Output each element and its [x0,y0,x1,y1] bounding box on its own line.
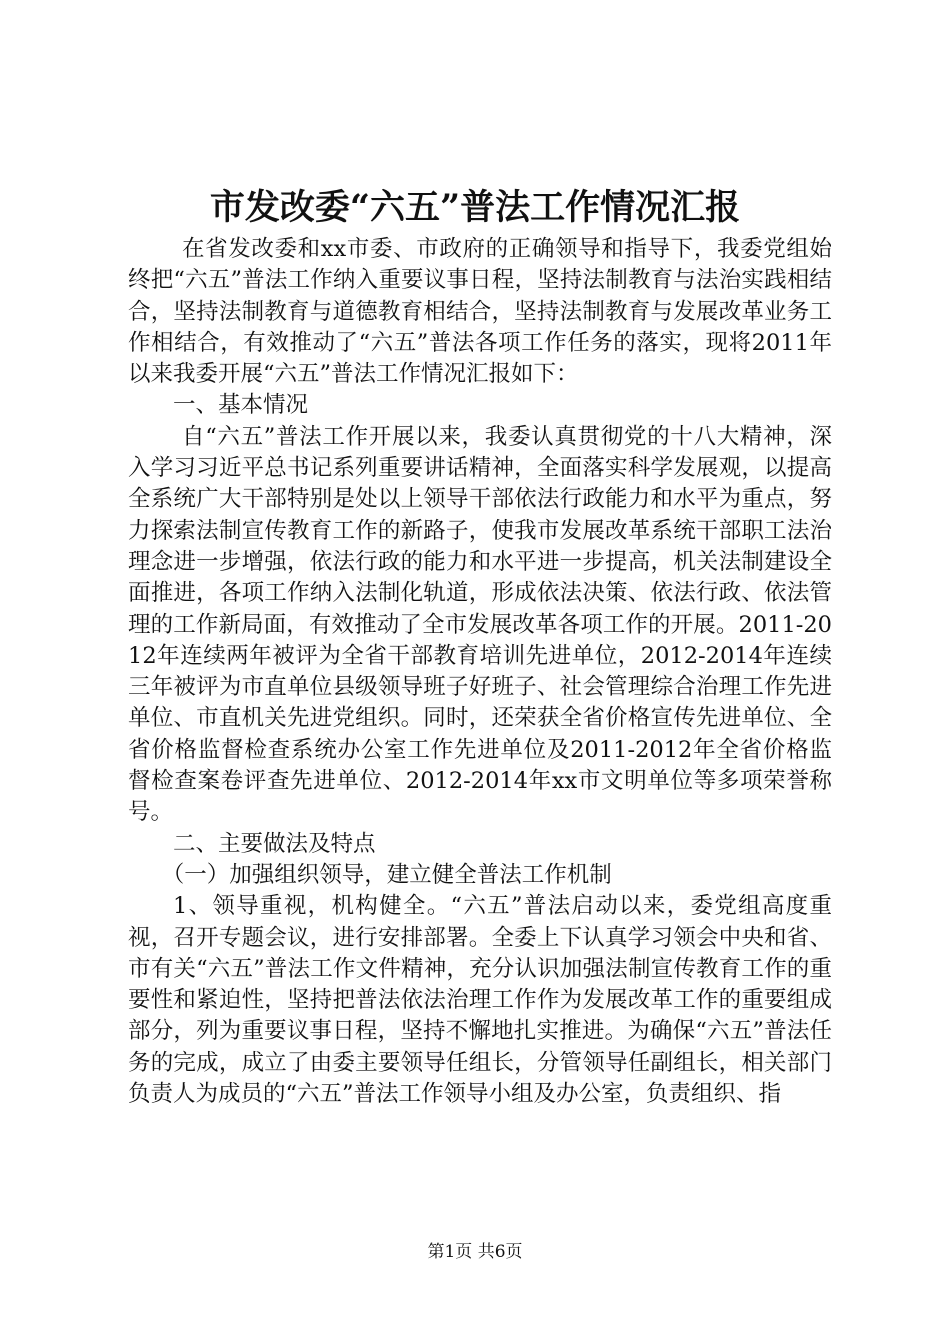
page-number-footer: 第1页 共6页 [427,1242,523,1262]
section-heading-basic-situation: 一、基本情况 [173,392,309,419]
document-title: 市发改委“六五”普法工作情况汇报 [209,187,741,228]
leadership-paragraph: 1、领导重视，机构健全。“六五”普法启动以来，委党组高度重视，召开专题会议，进行安排部署。全委上下认真学习领会中央和省、市有关“六五”普法工作文件精神，充分认识加强法制宣传教育工作的重要性和紧迫性，坚持把普法依法治理工作作为发展改革工作的重要组成部分，列为重要议事日程，坚持不懈地扎实推进。为确保“六五”普法任务的完成，成立了由委主要领导任组长，分管领导任副组长，相关部门负责人为成员的“六五”普法工作领导小组及办公室，负责组织、指 [128,893,832,1108]
intro-paragraph: 在省发改委和xx市委、市政府的正确领导和指导下，我委党组始终把“六五”普法工作纳入重要议事日程，坚持法制教育与法治实践相结合，坚持法制教育与道德教育相结合，坚持法制教育与发展改革业务工作相结合，有效推动了“六五”普法各项工作任务的落实，现将2011年以来我委开展“六五”普法工作情况汇报如下： [128,236,832,388]
section-heading-main-practices: 二、主要做法及特点 [173,830,376,857]
document-body [128,234,832,1110]
basic-situation-paragraph: 自“六五”普法工作开展以来，我委认真贯彻党的十八大精神，深入学习习近平总书记系列重要讲话精神，全面落实科学发展观，以提高全系统广大干部特别是处以上领导干部依法行政能力和水平为重点，努力探索法制宣传教育工作的新路子，使我市发展改革系统干部职工法治理念进一步增强，依法行政的能力和水平进一步提高，机关法制建设全面推进，各项工作纳入法制化轨道，形成依法决策、依法行政、依法管理的工作新局面，有效推动了全市发展改革各项工作的开展。2011-2012年连续两年被评为全省干部教育培训先进单位，2012-2014年连续三年被评为市直单位县级领导班子好班子、社会管理综合治理工作先进单位、市直机关先进党组织。同时，还荣获全省价格宣传先进单位、全省价格监督检查系统办公室工作先进单位及2011-2012年全省价格监督检查案卷评查先进单位、2012-2014年xx市文明单位等多项荣誉称号。 [128,423,832,826]
subsection-heading-organization: （一）加强组织领导，建立健全普法工作机制 [161,861,612,888]
